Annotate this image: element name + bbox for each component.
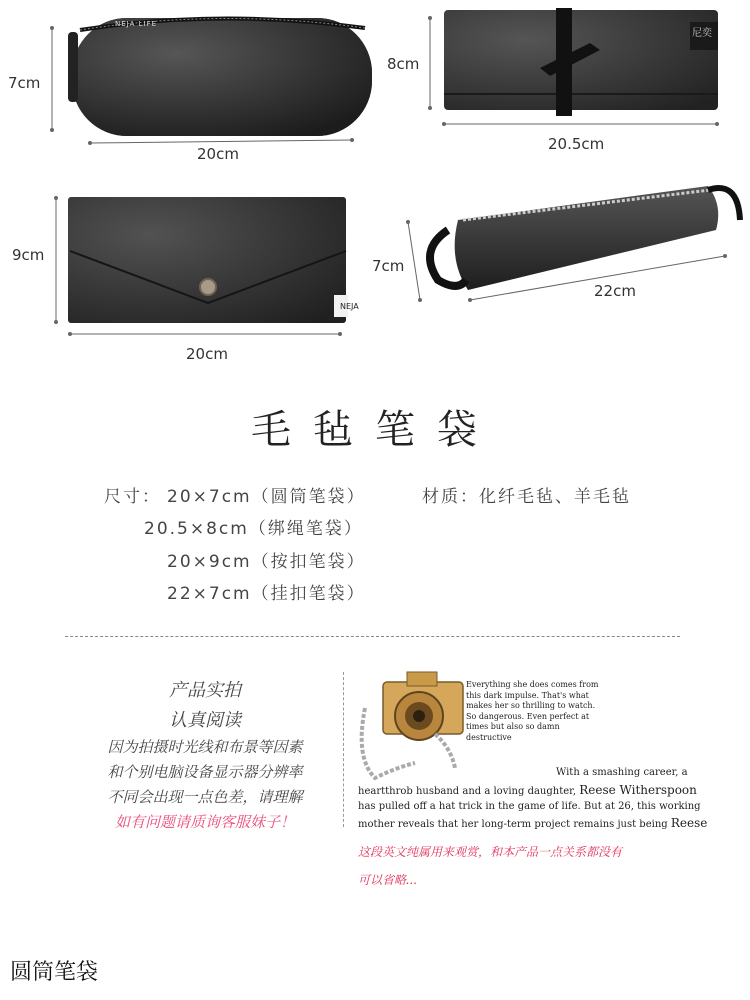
notice-line-3: 因为拍摄时光线和布景等因素 bbox=[107, 738, 303, 756]
vertical-divider bbox=[343, 672, 344, 827]
english-l3: has pulled off a hat trick in the game of life. But at 26, this working bbox=[358, 801, 701, 812]
english-p4: So dangerous. Even perfect at bbox=[466, 711, 590, 721]
spec-size-label: 尺寸： bbox=[104, 487, 161, 507]
english-p1: Everything she does comes from bbox=[466, 680, 599, 689]
dim-width-p2: 20.5cm bbox=[548, 135, 605, 153]
brand-tag-roll: 尼奕 bbox=[692, 28, 712, 39]
spec-row-2: 20.5×8cm（绑绳笔袋） bbox=[144, 519, 363, 539]
disclaimer-line-2: 可以省略... bbox=[358, 873, 418, 887]
english-p6: destructive bbox=[466, 732, 512, 742]
roll-pouch-image bbox=[440, 8, 722, 116]
english-l1: With a smashing career, a bbox=[556, 767, 688, 778]
brand-tag-zipper: NEJA LIFE bbox=[115, 20, 158, 28]
notice-line-5: 不同会出现一点色差，请理解 bbox=[107, 788, 303, 806]
notice-line-2: 认真阅读 bbox=[169, 710, 241, 731]
english-l2 bbox=[358, 783, 697, 797]
camera-illustration bbox=[355, 668, 465, 783]
spec-row-1: 20×7cm（圆筒笔袋） bbox=[167, 487, 366, 507]
dim-height-p4: 7cm bbox=[372, 257, 405, 275]
english-para-1 bbox=[466, 680, 599, 743]
dim-height-p3: 9cm bbox=[12, 246, 45, 264]
notice-line-4: 和个别电脑设备显示器分辨率 bbox=[107, 763, 303, 781]
dim-width-p1: 20cm bbox=[197, 145, 239, 163]
spec-material: 材质：化纤毛毡、羊毛毡 bbox=[422, 487, 631, 507]
section-divider bbox=[65, 636, 680, 637]
notice-line-1: 产品实拍 bbox=[169, 680, 241, 701]
english-l4 bbox=[358, 816, 707, 830]
english-p3: makes her so thrilling to watch. bbox=[466, 701, 596, 710]
notice-line-6: 如有问题请质询客服妹子！ bbox=[114, 813, 295, 831]
page-title: 毛毡笔袋 bbox=[251, 407, 499, 453]
brand-tag-snap: NEJA bbox=[340, 302, 359, 311]
english-p2: this dark impulse. That's what bbox=[466, 690, 589, 700]
english-l2a: heartthrob husband and a loving daughter, bbox=[358, 786, 577, 797]
dim-width-p4: 22cm bbox=[594, 282, 636, 300]
english-p5: times but also so damn bbox=[466, 722, 560, 731]
dim-width-p3: 20cm bbox=[186, 345, 228, 363]
disclaimer-line-1: 这段英文纯属用来观赏，和本产品一点关系都没有 bbox=[358, 845, 623, 859]
snap-pouch-image bbox=[66, 195, 350, 327]
dim-height-p1: 7cm bbox=[8, 74, 41, 92]
english-l4b: Reese bbox=[670, 816, 708, 830]
product-photo-snap bbox=[66, 195, 350, 327]
section-heading: 圆筒笔袋 bbox=[10, 960, 99, 985]
dim-height-p2: 8cm bbox=[387, 55, 420, 73]
product-photo-strap bbox=[418, 180, 743, 300]
spec-row-3: 20×9cm（按扣笔袋） bbox=[167, 552, 366, 572]
strap-pouch-image bbox=[418, 180, 743, 300]
product-photo-roll bbox=[440, 8, 722, 116]
english-l2b: Reese Witherspoon bbox=[579, 783, 697, 797]
english-l4a: mother reveals that her long-term project remains just being bbox=[358, 819, 668, 830]
spec-row-4: 22×7cm（挂扣笔袋） bbox=[167, 584, 366, 604]
